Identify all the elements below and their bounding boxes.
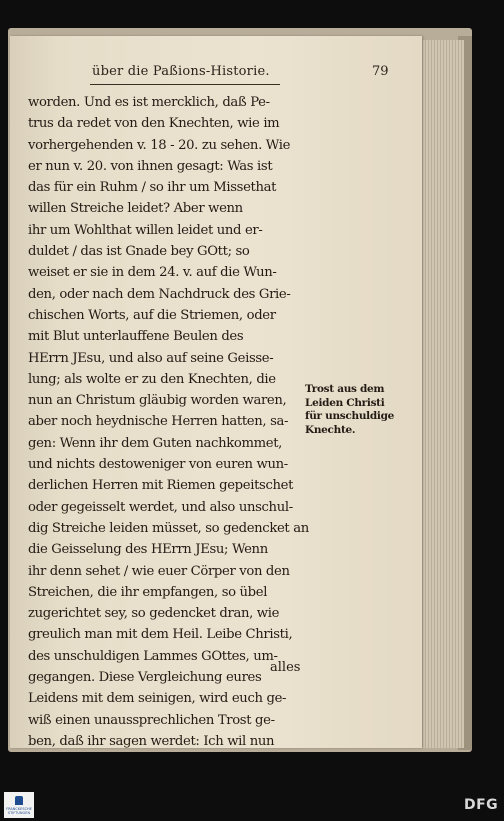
text-line: Leidens mit dem seinigen, wird euch ge- xyxy=(28,691,287,707)
margin-note-line: Trost aus dem xyxy=(305,383,385,395)
text-line: willen Streiche leidet? Aber wenn xyxy=(28,201,243,217)
text-line: lung; als wolte er zu den Knechten, die xyxy=(28,371,276,387)
text-line: und nichts destoweniger von euren wun- xyxy=(28,457,288,473)
dfg-logo[interactable]: DFG xyxy=(464,797,499,813)
text-line: das für ein Ruhm / so ihr um Missethat xyxy=(28,180,277,196)
building-icon xyxy=(15,796,23,805)
text-line: oder gegeisselt werdet, und also unschul- xyxy=(28,499,293,515)
logo-label: FRANCKESCHE STIFTUNGEN xyxy=(6,807,32,815)
text-line: gen: Wenn ihr dem Guten nachkommet, xyxy=(28,435,283,451)
text-line: mit Blut unterlauffene Beulen des xyxy=(28,329,244,345)
text-line: ihr denn sehet / wie euer Cörper von den xyxy=(28,563,290,579)
text-line: die Geisselung des HErrn JEsu; Wenn xyxy=(28,542,268,558)
text-line: vorhergehenden v. 18 - 20. zu sehen. Wie xyxy=(28,137,291,153)
body-text xyxy=(28,92,309,752)
text-line: ben, daß ihr sagen werdet: Ich wil nun xyxy=(28,733,275,749)
running-head: über die Paßions-Historie. xyxy=(92,64,270,79)
page-number: 79 xyxy=(372,64,389,79)
francke-foundations-logo[interactable] xyxy=(4,792,34,818)
text-line: den, oder nach dem Nachdruck des Grie- xyxy=(28,286,291,302)
viewer-footer xyxy=(0,790,504,821)
text-line: des unschuldigen Lammes GOttes, um- xyxy=(28,648,278,664)
margin-note-line: Knechte. xyxy=(305,423,356,436)
text-line: duldet / das ist Gnade bey GOtt; so xyxy=(28,244,250,260)
text-line: dig Streiche leiden müsset, so gedencket an xyxy=(28,520,309,536)
text-line: nun an Christum gläubig worden waren, xyxy=(28,393,287,409)
text-line: gegangen. Diese Vergleichung eures xyxy=(28,670,262,686)
margin-note-line: Leiden Christi xyxy=(305,396,385,409)
text-line: greulich man mit dem Heil. Leibe Christi, xyxy=(28,627,293,643)
text-line: chischen Worts, auf die Striemen, oder xyxy=(28,307,276,323)
text-line: ihr um Wohlthat willen leidet und er- xyxy=(28,222,263,238)
book-fore-edge xyxy=(420,40,464,748)
text-line: er nun v. 20. von ihnen gesagt: Was ist xyxy=(28,158,273,174)
catchword: alles xyxy=(270,660,301,675)
text-line: aber noch heydnische Herren hatten, sa- xyxy=(28,414,289,430)
text-line: wiß einen unaussprechlichen Trost ge- xyxy=(28,712,275,728)
text-line: trus da redet von den Knechten, wie im xyxy=(28,116,280,132)
text-line: derlichen Herren mit Riemen gepeitschet xyxy=(28,478,294,494)
margin-note-line: für unschuldige xyxy=(305,410,395,422)
running-head-rule xyxy=(90,84,280,85)
text-line: weiset er sie in dem 24. v. auf die Wun- xyxy=(28,265,277,281)
text-line: HErrn JEsu, und also auf seine Geisse- xyxy=(28,350,274,366)
text-line: worden. Und es ist mercklich, daß Pe- xyxy=(28,95,270,110)
text-line: Streichen, die ihr empfangen, so übel xyxy=(28,584,268,600)
margin-note xyxy=(305,383,400,437)
text-line: zugerichtet sey, so gedencket dran, wie xyxy=(28,606,280,622)
